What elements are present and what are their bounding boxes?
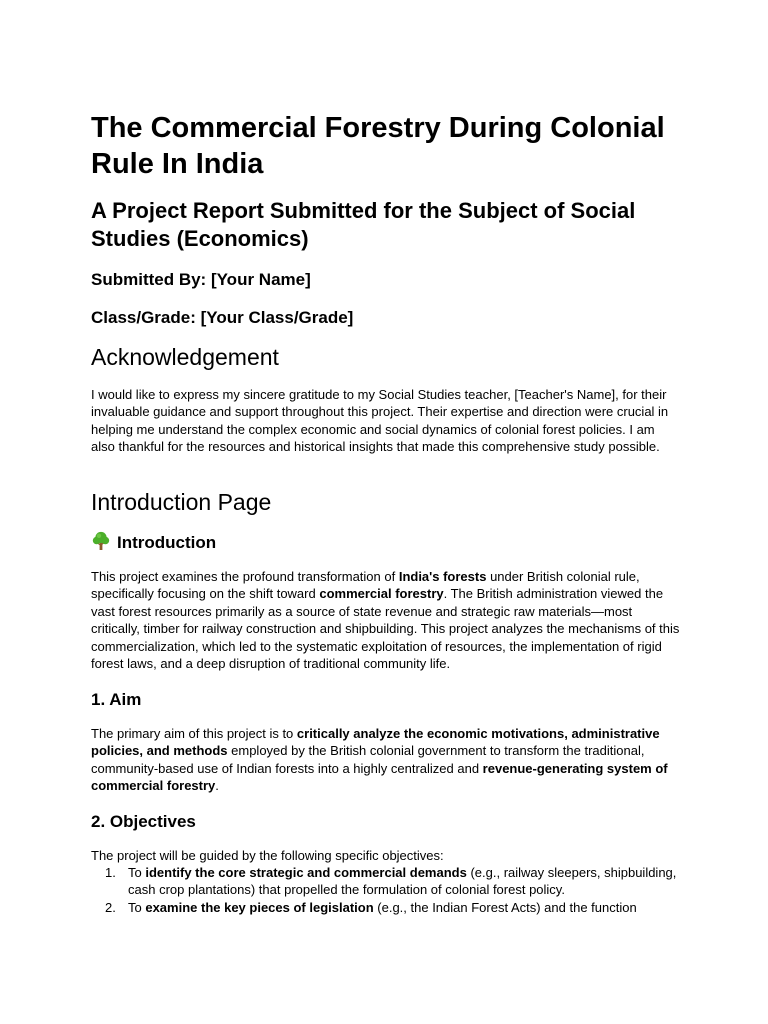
aim-heading: 1. Aim — [91, 690, 142, 709]
objectives-list — [91, 864, 681, 916]
acknowledgement-heading: Acknowledgement — [91, 344, 279, 370]
introduction-paragraph: This project examines the profound transformation of India's forests under British colonial rule, specifically focusing on the shift toward commercial forestry. The British administration viewed the vast forest resources primarily as a source of state revenue and strategic raw materials—most critically, timber for railway construction and shipbuilding. This project analyzes the mechanisms of this commercialization, which led to the systematic exploitation of resources, the implementation of rigid forest laws, and a deep disruption of traditional community life. — [91, 569, 680, 672]
aim-paragraph: The primary aim of this project is to critically analyze the economic motivations, administrative policies, and methods employed by the British colonial government to transform the traditional, community-based use of Indian forests into a highly centralized and revenue-generating system of commercial forestry. — [91, 726, 668, 794]
introduction-page-heading: Introduction Page — [91, 489, 272, 515]
objectives-heading: 2. Objectives — [91, 812, 196, 831]
objectives-intro: The project will be guided by the following specific objectives: — [91, 848, 444, 863]
class-grade: Class/Grade: [Your Class/Grade] — [91, 308, 354, 327]
list-item: 2. To examine the key pieces of legislation (e.g., the Indian Forest Acts) and the function — [105, 899, 637, 915]
list-item: 1. To identify the core strategic and commercial demands (e.g., railway sleepers, shipbuilding, cash crop plantations) that propelled the formulation of colonial forest policy. — [105, 865, 677, 898]
tree-icon — [91, 531, 111, 551]
document-title: The Commercial Forestry During Colonial Rule In India — [91, 112, 665, 180]
document-subtitle: A Project Report Submitted for the Subject of Social Studies (Economics) — [91, 198, 636, 251]
introduction-heading — [91, 531, 691, 554]
introduction-heading-text: Introduction — [117, 533, 217, 552]
acknowledgement-text: I would like to express my sincere gratitude to my Social Studies teacher, [Teacher's Name], for their invaluable guidance and support throughout this project. Their expertise and direction were crucial in helping me understand the complex economic and social dynamics of colonial forest policies. I am also thankful for the resources and historical insights that made this comprehensive study possible. — [91, 387, 669, 455]
submitted-by: Submitted By: [Your Name] — [91, 270, 311, 289]
